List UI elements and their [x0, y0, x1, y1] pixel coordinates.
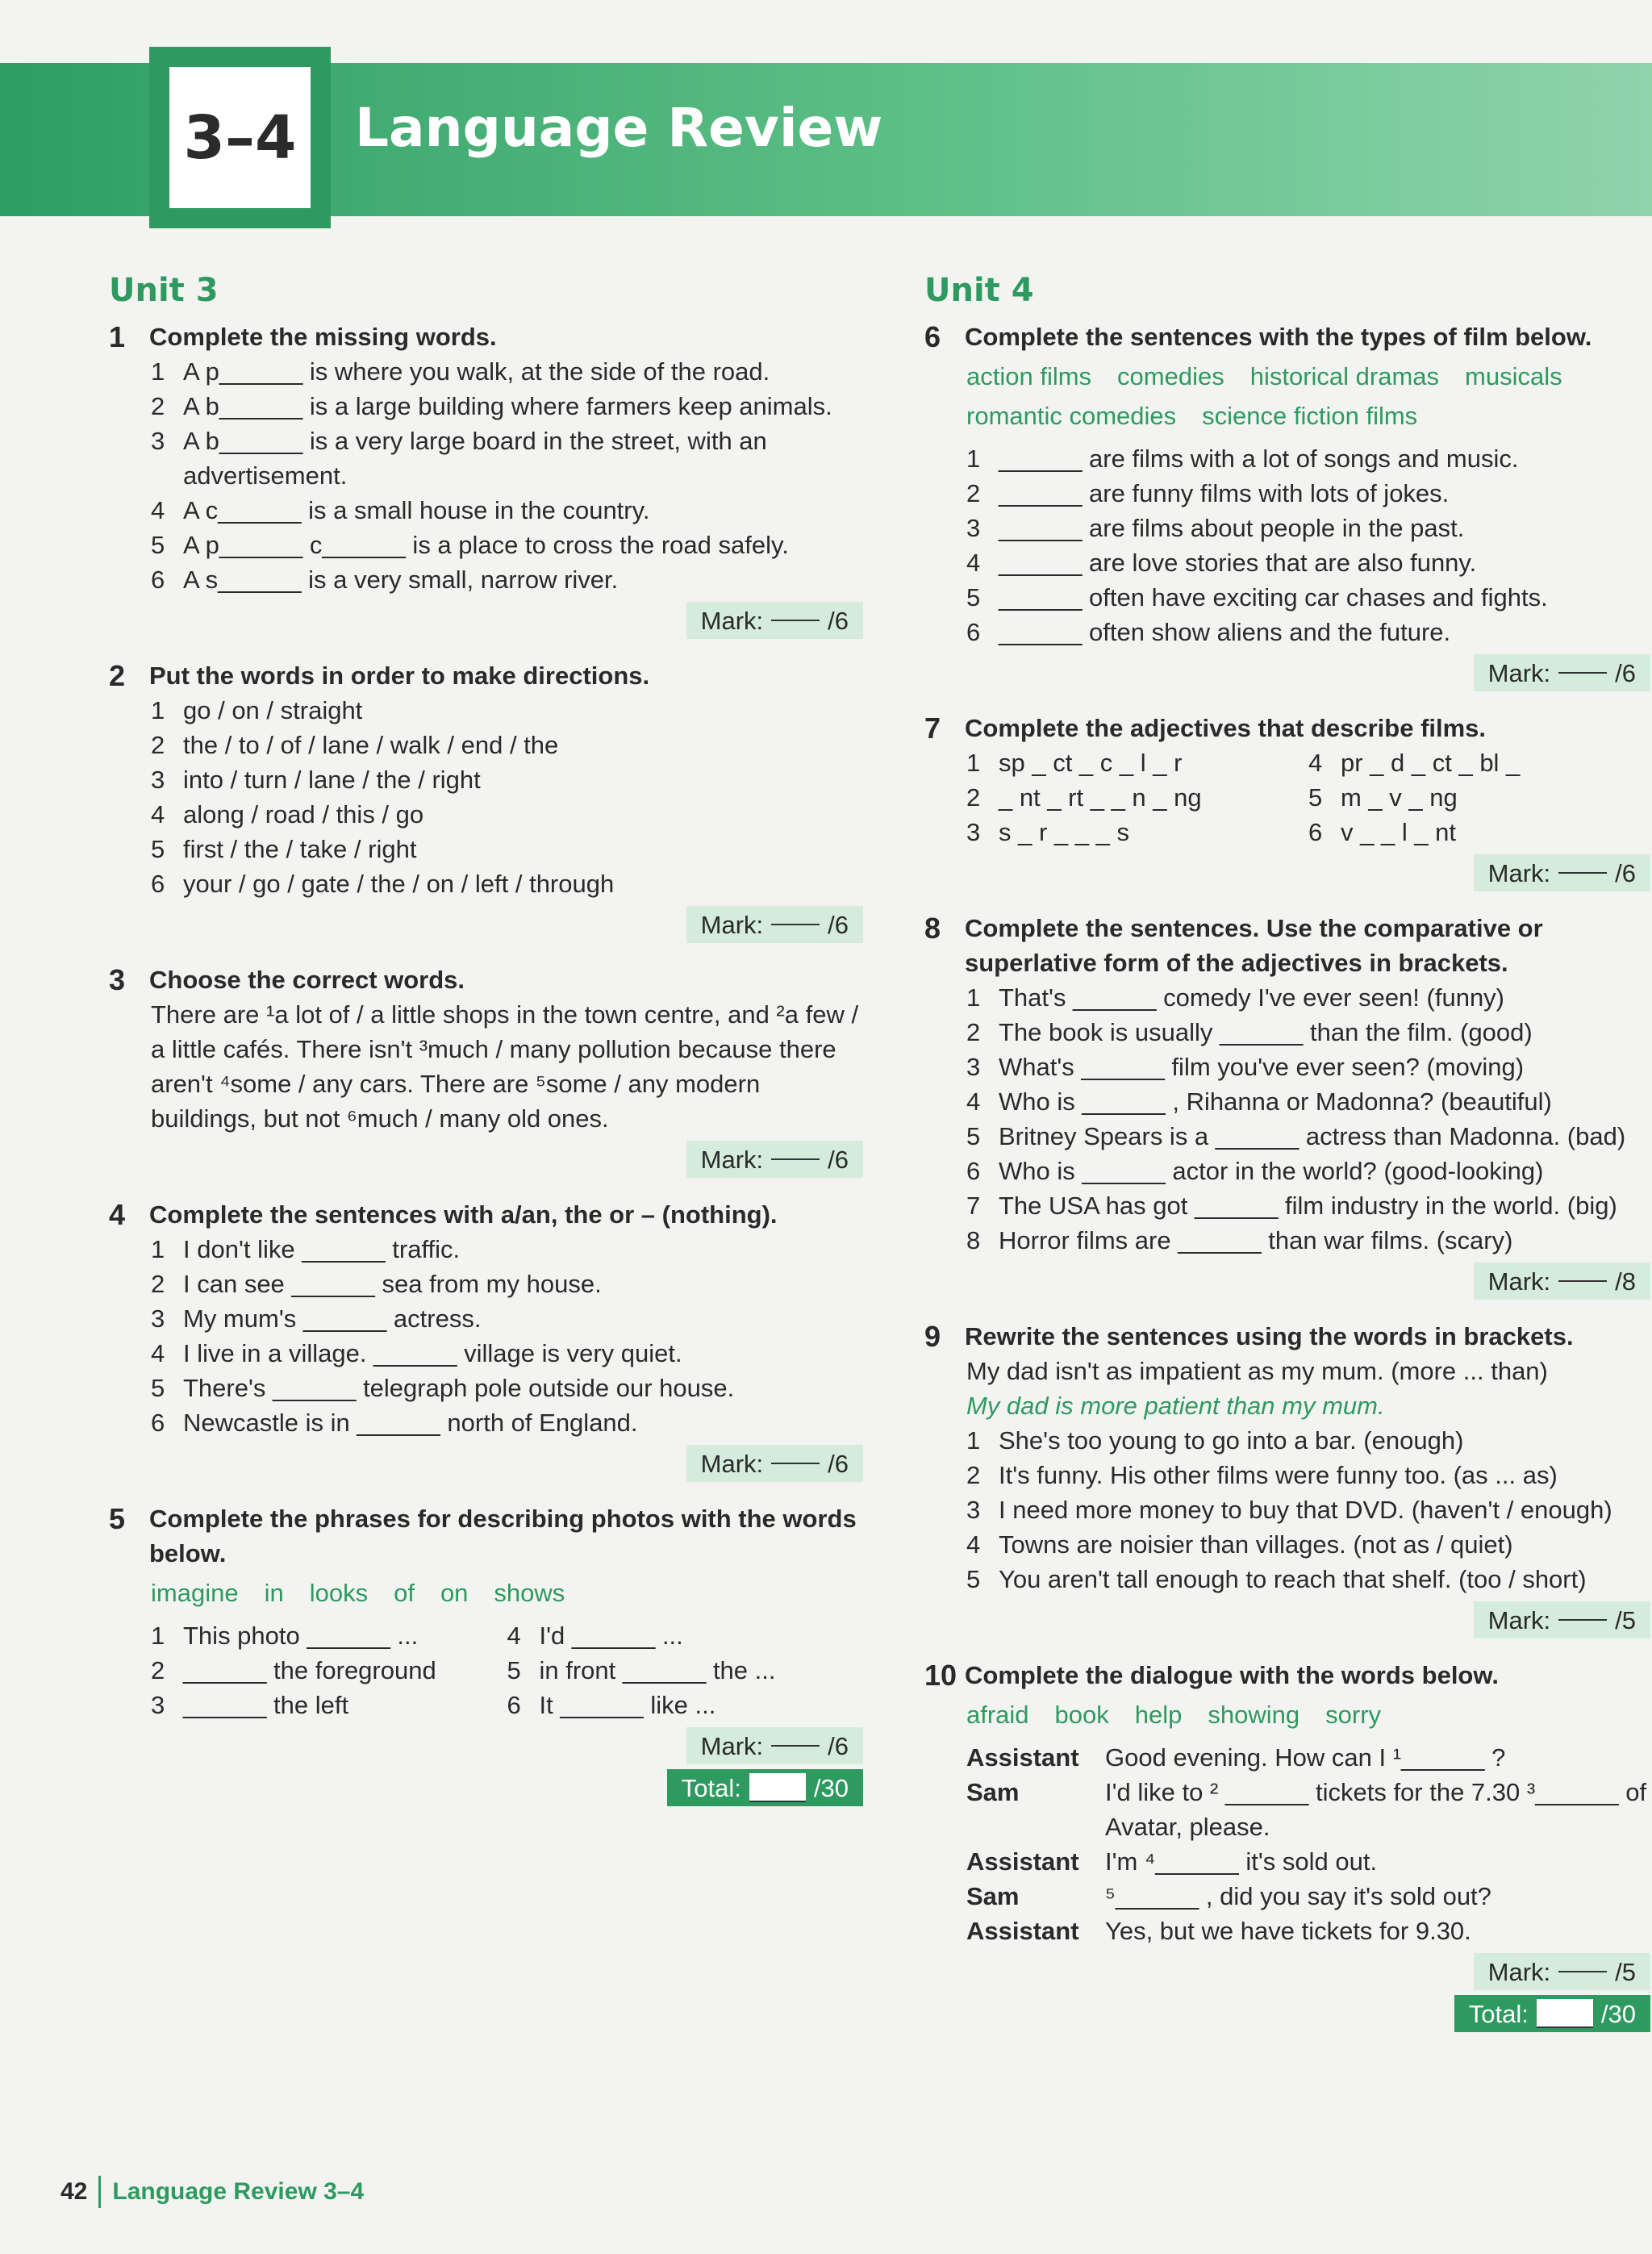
list-item: [966, 1050, 1650, 1084]
total-max: /30: [813, 1773, 849, 1802]
list-item: [151, 1336, 863, 1371]
mark-max: /6: [828, 1731, 849, 1760]
item-text[interactable]: v _ _ l _ nt: [1341, 818, 1457, 846]
unit3-heading: Unit 3: [109, 272, 219, 309]
item-text[interactable]: A p______ is where you walk, at the side of the road.: [183, 357, 770, 386]
list-item: [151, 1618, 507, 1653]
item-number: 6: [966, 1157, 981, 1185]
exercise-number: 3: [109, 963, 126, 996]
item-number: 1: [151, 357, 165, 386]
item-text[interactable]: along / road / this / go: [183, 800, 424, 829]
item-number: 5: [1308, 783, 1323, 812]
exercise-heading: [924, 1319, 1650, 1354]
mark-row: [109, 1727, 863, 1764]
mark-box: [686, 602, 863, 639]
dialogue-line: [966, 1879, 1650, 1914]
list-item: [966, 545, 1650, 580]
item-list: [151, 354, 863, 597]
exercise-heading: [924, 1658, 1650, 1693]
item-text[interactable]: It's funny. His other films were funny too. (as ... as): [999, 1461, 1558, 1489]
item-number: 5: [151, 531, 165, 559]
mark-label: Mark:: [700, 1145, 764, 1174]
exercise-number: 1: [109, 320, 126, 353]
item-text[interactable]: your / go / gate / the / on / left / through: [183, 870, 615, 898]
mark-row: [924, 654, 1650, 691]
list-item: [966, 1492, 1650, 1527]
item-number: 4: [1308, 749, 1323, 777]
mark-max: /5: [1615, 1957, 1636, 1986]
mark-label: Mark:: [1487, 658, 1551, 687]
item-text[interactable]: s _ r _ _ _ s: [999, 818, 1129, 846]
word-bank-item: action films: [966, 362, 1092, 390]
unit4-column: [924, 266, 1650, 2052]
dialogue-text[interactable]: I'm ⁴______ it's sold out.: [1105, 1847, 1378, 1876]
unit-badge: [149, 47, 331, 228]
item-text[interactable]: I live in a village. ______ village is very quiet.: [183, 1339, 682, 1367]
exercise-title: Complete the sentences with a/an, the or – (nothing).: [149, 1200, 778, 1229]
list-item: [151, 424, 863, 493]
item-number: 3: [151, 427, 165, 455]
list-item: [966, 745, 1308, 780]
mark-input[interactable]: [1558, 872, 1607, 874]
dialogue-text[interactable]: I'd like to ² ______ tickets for the 7.30 ³______ of Avatar, please.: [1105, 1778, 1647, 1841]
list-item: [966, 980, 1650, 1015]
item-text[interactable]: first / the / take / right: [183, 835, 417, 863]
list-item: [966, 1423, 1650, 1458]
mark-row: [109, 602, 863, 639]
list-item: [151, 832, 863, 866]
exercise-heading: [109, 1501, 863, 1571]
item-text[interactable]: ______ are films about people in the past.: [999, 514, 1465, 542]
item-number: 4: [151, 496, 165, 524]
exercise-number: 4: [109, 1198, 126, 1231]
item-text[interactable]: It ______ like ...: [539, 1691, 716, 1719]
item-text[interactable]: _ nt _ rt _ _ n _ ng: [999, 783, 1202, 812]
dialogue-line: [966, 1914, 1650, 1948]
list-item: [151, 354, 863, 389]
item-number: 8: [966, 1226, 981, 1254]
item-text[interactable]: I don't like ______ traffic.: [183, 1235, 461, 1263]
item-number: 5: [966, 1565, 981, 1593]
mark-max: /6: [828, 1145, 849, 1174]
word-bank-item: showing: [1208, 1701, 1300, 1729]
example-prompt: My dad isn't as impatient as my mum. (more ... than): [966, 1357, 1548, 1385]
exercise-title: Complete the phrases for describing photos with the words below.: [149, 1505, 857, 1567]
list-item: [966, 476, 1650, 511]
speaker-name: Assistant: [966, 1743, 1079, 1772]
dialogue-line: [966, 1844, 1650, 1879]
speaker-name: Sam: [966, 1882, 1020, 1910]
mark-max: /6: [1615, 858, 1636, 887]
exercise-title: Rewrite the sentences using the words in brackets.: [965, 1322, 1574, 1350]
mark-max: /6: [828, 1449, 849, 1478]
item-list: [966, 1423, 1650, 1597]
exercise-paragraph: There are ¹a lot of / a little shops in the town centre, and ²a few / a little cafés. There isn't ³much / many pollution because there aren't ⁴some / any cars. There are ⁵some / any modern buildings, but not ⁶much / many old ones.: [151, 1000, 859, 1133]
list-item: [151, 1232, 863, 1267]
item-list: [151, 1232, 863, 1440]
list-item: [151, 389, 863, 424]
item-number: 4: [966, 1087, 981, 1116]
item-text[interactable]: pr _ d _ ct _ bl _: [1341, 749, 1521, 777]
item-number: 1: [151, 696, 165, 724]
exercise-heading: [924, 319, 1650, 354]
page-title: Language Review: [355, 97, 883, 159]
item-number: 5: [151, 835, 165, 863]
item-number: 2: [966, 479, 981, 507]
list-item: [966, 511, 1650, 545]
list-item: [966, 780, 1308, 815]
word-bank-item: sorry: [1325, 1701, 1382, 1729]
item-number: 4: [507, 1622, 521, 1650]
item-number: 1: [966, 749, 981, 777]
mark-max: /5: [1615, 1605, 1636, 1634]
list-item: [1308, 745, 1650, 780]
item-text[interactable]: Towns are noisier than villages. (not as / quiet): [999, 1530, 1513, 1559]
item-text[interactable]: A c______ is a small house in the country.: [183, 496, 650, 524]
item-text[interactable]: This photo ______ ...: [183, 1622, 419, 1650]
item-number: 4: [151, 1339, 165, 1367]
item-number: 6: [1308, 818, 1323, 846]
item-text[interactable]: m _ v _ ng: [1341, 783, 1458, 812]
dialogue-text[interactable]: ⁵______ , did you say it's sold out?: [1105, 1882, 1491, 1910]
mark-row: [924, 1953, 1650, 1990]
list-item: [151, 528, 863, 562]
list-item: [966, 580, 1650, 615]
word-bank-item: of: [394, 1579, 415, 1607]
word-bank-item: science fiction films: [1202, 402, 1418, 430]
item-number: 3: [966, 514, 981, 542]
word-bank-item: historical dramas: [1249, 362, 1440, 390]
item-text[interactable]: What's ______ film you've ever seen? (moving): [999, 1053, 1525, 1081]
list-item: [966, 1084, 1650, 1119]
item-number: 6: [151, 870, 165, 898]
list-item: [151, 762, 863, 797]
word-bank: [966, 359, 1650, 433]
exercise-title: Choose the correct words.: [149, 966, 465, 994]
mark-input[interactable]: [771, 1745, 820, 1747]
mark-row: [924, 1263, 1650, 1300]
exercise-heading: [109, 962, 863, 997]
item-number: 1: [966, 1426, 981, 1455]
mark-box: [1474, 654, 1650, 691]
list-item: [966, 441, 1650, 476]
item-text[interactable]: ______ are funny films with lots of jokes.: [999, 479, 1450, 507]
list-item: [966, 1458, 1650, 1492]
item-text[interactable]: A b______ is a very large board in the street, with an advertisement.: [183, 427, 767, 490]
list-item: [1308, 780, 1650, 815]
list-item: [966, 1119, 1650, 1154]
unit3-column: [109, 266, 863, 1826]
item-text[interactable]: go / on / straight: [183, 696, 363, 724]
exercise-title: Complete the missing words.: [149, 323, 497, 351]
item-text[interactable]: There's ______ telegraph pole outside our house.: [183, 1374, 735, 1402]
exercise-title: Complete the sentences. Use the comparative or superlative form of the adjectives in brackets.: [965, 914, 1543, 977]
list-item: [151, 693, 863, 728]
list-item: [151, 1267, 863, 1301]
mark-max: /8: [1615, 1267, 1636, 1296]
item-number: 5: [966, 1122, 981, 1150]
list-item: [966, 1562, 1650, 1597]
word-bank-item: romantic comedies: [966, 402, 1177, 430]
exercise-number: 8: [924, 912, 941, 945]
list-item: [151, 493, 863, 528]
mark-row: [924, 1601, 1650, 1638]
item-text[interactable]: That's ______ comedy I've ever seen! (funny): [999, 983, 1505, 1012]
item-text[interactable]: I need more money to buy that DVD. (haven't / enough): [999, 1496, 1612, 1524]
exercise-heading: [924, 711, 1650, 745]
mark-box: [1474, 1953, 1650, 1990]
exercise-heading: [109, 658, 863, 693]
item-number: 2: [966, 1018, 981, 1046]
item-text[interactable]: the / to / of / lane / walk / end / the: [183, 731, 559, 759]
mark-input[interactable]: [771, 1463, 820, 1464]
item-list: [966, 980, 1650, 1258]
unit4-heading: Unit 4: [924, 272, 1034, 309]
mark-label: Mark:: [700, 910, 764, 939]
item-number: 1: [151, 1622, 165, 1650]
mark-label: Mark:: [700, 1731, 764, 1760]
mark-box: [1474, 1601, 1650, 1638]
mark-input[interactable]: [1558, 672, 1607, 674]
item-text[interactable]: My mum's ______ actress.: [183, 1304, 482, 1333]
mark-row: [109, 1141, 863, 1178]
list-item: [151, 1653, 507, 1688]
mark-label: Mark:: [1487, 858, 1551, 887]
exercise-title: Put the words in order to make directions.: [149, 662, 650, 690]
item-number: 3: [151, 1304, 165, 1333]
list-item: [507, 1653, 864, 1688]
item-text[interactable]: ______ often show aliens and the future.: [999, 618, 1451, 646]
item-number: 4: [966, 549, 981, 577]
page-number: 42: [60, 2178, 88, 2205]
item-number: 4: [151, 800, 165, 829]
item-text[interactable]: Who is ______ , Rihanna or Madonna? (beautiful): [999, 1087, 1552, 1116]
item-text[interactable]: You aren't tall enough to reach that shelf. (too / short): [999, 1565, 1587, 1593]
word-bank-item: imagine: [151, 1579, 239, 1607]
item-number: 3: [966, 1053, 981, 1081]
dialogue-line: [966, 1740, 1650, 1775]
item-number: 5: [507, 1656, 521, 1684]
item-text[interactable]: I can see ______ sea from my house.: [183, 1270, 602, 1298]
list-item: [966, 1223, 1650, 1258]
total-row: [924, 1995, 1650, 2032]
item-text[interactable]: A b______ is a large building where farmers keep animals.: [183, 392, 832, 420]
page-footer: [60, 2176, 364, 2208]
total-input[interactable]: [749, 1773, 806, 1802]
word-bank-item: looks: [309, 1579, 369, 1607]
item-number: 1: [966, 983, 981, 1012]
mark-input[interactable]: [1558, 1280, 1607, 1282]
mark-input[interactable]: [1558, 1619, 1607, 1621]
list-item: [151, 562, 863, 597]
exercise-title: Complete the sentences with the types of film below.: [965, 323, 1592, 351]
mark-label: Mark:: [1487, 1267, 1551, 1296]
exercise-heading: [109, 319, 863, 354]
total-input[interactable]: [1537, 1999, 1593, 2028]
list-item: [1308, 815, 1650, 849]
item-text[interactable]: Britney Spears is a ______ actress than Madonna. (bad): [999, 1122, 1626, 1150]
total-box: [1454, 1995, 1650, 2032]
item-text[interactable]: sp _ ct _ c _ l _ r: [999, 749, 1183, 777]
item-text[interactable]: The USA has got ______ film industry in the world. (big): [999, 1192, 1617, 1220]
example-answer: My dad is more patient than my mum.: [966, 1392, 1385, 1420]
item-text[interactable]: The book is usually ______ than the film. (good): [999, 1018, 1533, 1046]
dialogue: [966, 1740, 1650, 1948]
speaker-name: Assistant: [966, 1917, 1079, 1945]
list-item: [966, 1154, 1650, 1188]
exercise-heading: [109, 1197, 863, 1232]
item-text[interactable]: A p______ c______ is a place to cross the road safely.: [183, 531, 789, 559]
mark-box: [1474, 854, 1650, 891]
list-item: [151, 1688, 507, 1722]
list-item: [151, 728, 863, 762]
word-bank-item: afraid: [966, 1701, 1029, 1729]
list-item: [966, 1188, 1650, 1223]
list-item: [151, 1405, 863, 1440]
list-item: [151, 1371, 863, 1405]
total-label: Total:: [681, 1773, 741, 1802]
dialogue-line: [966, 1775, 1650, 1844]
exercise-title: Complete the adjectives that describe films.: [965, 714, 1487, 742]
dialogue-text[interactable]: Good evening. How can I ¹______ ?: [1105, 1743, 1506, 1772]
mark-label: Mark:: [1487, 1605, 1551, 1634]
mark-input[interactable]: [771, 1158, 820, 1160]
mark-row: [109, 906, 863, 943]
speaker-name: Sam: [966, 1778, 1020, 1806]
item-number: 3: [966, 1496, 981, 1524]
mark-input[interactable]: [771, 620, 820, 621]
item-number: 2: [966, 783, 981, 812]
exercise-number: 6: [924, 320, 941, 353]
item-number: 4: [966, 1530, 981, 1559]
list-item: [966, 615, 1650, 649]
total-row: [109, 1769, 863, 1806]
total-max: /30: [1600, 1999, 1636, 2028]
mark-box: [1474, 1263, 1650, 1300]
item-text[interactable]: Newcastle is in ______ north of England.: [183, 1409, 638, 1437]
item-number: 1: [151, 1235, 165, 1263]
item-number: 2: [151, 1270, 165, 1298]
item-text[interactable]: ______ are love stories that are also funny.: [999, 549, 1477, 577]
mark-max: /6: [828, 910, 849, 939]
exercise-number: 2: [109, 659, 126, 692]
list-item: [151, 866, 863, 901]
mark-box: [686, 1141, 863, 1178]
mark-input[interactable]: [771, 924, 820, 925]
item-text[interactable]: ______ the left: [183, 1691, 349, 1719]
item-list: [151, 693, 863, 901]
item-text[interactable]: into / turn / lane / the / right: [183, 766, 481, 794]
item-number: 1: [966, 445, 981, 473]
list-item: [966, 815, 1308, 849]
mark-box: [686, 906, 863, 943]
item-list: [966, 441, 1650, 649]
exercise-number: 5: [109, 1502, 126, 1535]
footer-title: Language Review 3–4: [112, 2178, 365, 2205]
list-item: [966, 1527, 1650, 1562]
word-bank-item: help: [1134, 1701, 1183, 1729]
footer-divider: [98, 2176, 101, 2208]
word-bank-item: comedies: [1117, 362, 1224, 390]
mark-label: Mark:: [700, 606, 764, 635]
item-number: 7: [966, 1192, 981, 1220]
item-list: [966, 745, 1650, 849]
dialogue-text[interactable]: Yes, but we have tickets for 9.30.: [1105, 1917, 1471, 1945]
item-number: 3: [151, 766, 165, 794]
word-bank-item: in: [264, 1579, 284, 1607]
item-text[interactable]: ______ often have exciting car chases and fights.: [999, 583, 1548, 612]
word-bank-item: shows: [494, 1579, 565, 1607]
mark-input[interactable]: [1558, 1971, 1607, 1972]
item-number: 2: [151, 731, 165, 759]
list-item: [966, 1015, 1650, 1050]
item-text[interactable]: Horror films are ______ than war films. (scary): [999, 1226, 1513, 1254]
list-item: [507, 1688, 864, 1722]
word-bank-item: on: [440, 1579, 469, 1607]
item-text[interactable]: Who is ______ actor in the world? (good-looking): [999, 1157, 1544, 1185]
exercise-title: Complete the dialogue with the words below.: [965, 1661, 1499, 1689]
mark-label: Mark:: [700, 1449, 764, 1478]
exercise-number: 10: [924, 1659, 957, 1692]
mark-box: [686, 1727, 863, 1764]
item-number: 6: [151, 566, 165, 594]
item-text[interactable]: She's too young to go into a bar. (enough): [999, 1426, 1464, 1455]
item-number: 2: [966, 1461, 981, 1489]
item-text[interactable]: ______ the foreground: [183, 1656, 436, 1684]
item-number: 5: [151, 1374, 165, 1402]
mark-row: [109, 1445, 863, 1482]
word-bank: [966, 1697, 1650, 1732]
mark-row: [924, 854, 1650, 891]
word-bank: [151, 1576, 863, 1610]
item-list: [151, 1618, 863, 1722]
list-item: [151, 797, 863, 832]
item-number: 2: [151, 1656, 165, 1684]
mark-max: /6: [1615, 658, 1636, 687]
item-number: 2: [151, 392, 165, 420]
unit-range: 3–4: [169, 67, 311, 208]
list-item: [507, 1618, 864, 1653]
item-number: 6: [151, 1409, 165, 1437]
mark-label: Mark:: [1487, 1957, 1551, 1986]
list-item: [151, 1301, 863, 1336]
word-bank-item: book: [1054, 1701, 1109, 1729]
exercise-number: 9: [924, 1320, 941, 1353]
item-text[interactable]: A s______ is a very small, narrow river.: [183, 566, 619, 594]
exercise-number: 7: [924, 712, 941, 745]
word-bank-item: musicals: [1465, 362, 1562, 390]
total-box: [667, 1769, 863, 1806]
item-text[interactable]: I'd ______ ...: [539, 1622, 683, 1650]
item-number: 5: [966, 583, 981, 612]
mark-max: /6: [828, 606, 849, 635]
item-text[interactable]: ______ are films with a lot of songs and music.: [999, 445, 1519, 473]
item-number: 3: [151, 1691, 165, 1719]
item-number: 6: [966, 618, 981, 646]
item-number: 3: [966, 818, 981, 846]
exercise-heading: [924, 911, 1650, 980]
total-label: Total:: [1468, 1999, 1529, 2028]
item-number: 6: [507, 1691, 521, 1719]
item-text[interactable]: in front ______ the ...: [539, 1656, 776, 1684]
speaker-name: Assistant: [966, 1847, 1079, 1876]
mark-box: [686, 1445, 863, 1482]
